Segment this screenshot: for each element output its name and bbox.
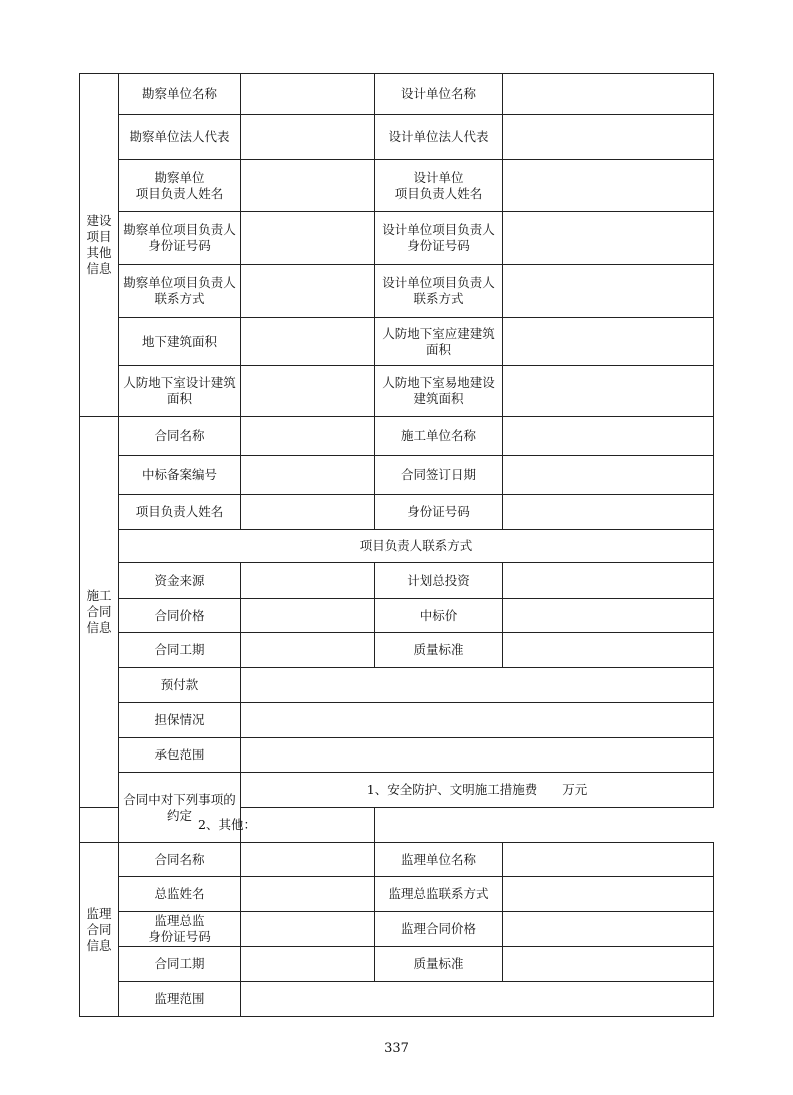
table-row [80,265,714,318]
label-advance-payment: 预付款 [119,668,241,703]
table-row [80,599,714,633]
page-number: 337 [384,1041,409,1056]
label-survey-manager-id: 勘察单位项目负责人 身份证号码 [119,212,241,265]
value-survey-unit-name[interactable] [241,74,375,115]
table-row [80,947,714,982]
label-supervision-contract-name: 合同名称 [119,843,241,877]
label-supervision-period: 合同工期 [119,947,241,982]
value-guarantee[interactable] [241,703,714,738]
value-survey-manager-contact[interactable] [241,265,375,318]
label-builder-name: 施工单位名称 [375,417,503,456]
value-builder-name[interactable] [503,417,714,456]
value-design-manager-name[interactable] [503,160,714,212]
label-contract-period: 合同工期 [119,633,241,668]
value-civil-defense-offsite-area[interactable] [503,366,714,417]
value-survey-manager-name[interactable] [241,160,375,212]
value-survey-manager-id[interactable] [241,212,375,265]
label-guarantee: 担保情况 [119,703,241,738]
label-id-number: 身份证号码 [375,495,503,530]
value-scope[interactable] [241,738,714,773]
label-underground-area: 地下建筑面积 [119,318,241,366]
value-survey-legal-rep[interactable] [241,115,375,160]
value-supervisor-name[interactable] [503,843,714,877]
value-design-manager-contact[interactable] [503,265,714,318]
table-row [80,318,714,366]
table-row [80,366,714,417]
table-row [80,530,714,563]
label-supervisor-name: 监理单位名称 [375,843,503,877]
value-design-manager-id[interactable] [503,212,714,265]
table-row [80,456,714,495]
label-contract-name: 合同名称 [119,417,241,456]
label-planned-investment: 计划总投资 [375,563,503,599]
table-row [80,738,714,773]
table-row [80,633,714,668]
label-chief-contact: 监理总监联系方式 [375,877,503,912]
value-civil-defense-required-area[interactable] [503,318,714,366]
value-chief-contact[interactable] [503,877,714,912]
label-bid-price: 中标价 [375,599,503,633]
value-underground-area[interactable] [241,318,375,366]
label-quality-standard: 质量标准 [375,633,503,668]
label-manager-contact[interactable]: 项目负责人联系方式 [119,530,714,563]
value-design-legal-rep[interactable] [503,115,714,160]
label-supervision-quality: 质量标准 [375,947,503,982]
label-survey-manager-name: 勘察单位 项目负责人姓名 [119,160,241,212]
project-info-form [79,73,714,1017]
value-contract-period[interactable] [241,633,375,668]
table-row [80,843,714,877]
label-civil-defense-required-area: 人防地下室应建建筑 面积 [375,318,503,366]
value-quality-standard[interactable] [503,633,714,668]
section-label-supervision: 监理 合同 信息 [80,843,119,1017]
table-row [80,74,714,115]
value-advance-payment[interactable] [241,668,714,703]
table-row [80,773,714,808]
table-row [80,417,714,456]
value-supervision-scope[interactable] [241,982,714,1017]
label-design-manager-contact: 设计单位项目负责人 联系方式 [375,265,503,318]
table-row [80,495,714,530]
table-row [80,563,714,599]
value-sign-date[interactable] [503,456,714,495]
value-chief-name[interactable] [241,877,375,912]
value-design-unit-name[interactable] [503,74,714,115]
label-survey-manager-contact: 勘察单位项目负责人 联系方式 [119,265,241,318]
label-chief-id: 监理总监 身份证号码 [119,912,241,947]
section-label-contract: 施工 合同 信息 [80,417,119,808]
table-row [80,668,714,703]
value-bid-record-no[interactable] [241,456,375,495]
table-row [80,212,714,265]
table-row [80,115,714,160]
value-civil-defense-design-area[interactable] [241,366,375,417]
label-supervision-scope: 监理范围 [119,982,241,1017]
label-supervision-price: 监理合同价格 [375,912,503,947]
value-chief-id[interactable] [241,912,375,947]
label-contract-price: 合同价格 [119,599,241,633]
label-bid-record-no: 中标备案编号 [119,456,241,495]
label-manager-name: 项目负责人姓名 [119,495,241,530]
value-bid-price[interactable] [503,599,714,633]
value-supervision-quality[interactable] [503,947,714,982]
value-agreement-item1[interactable]: 1、安全防护、文明施工措施费 万元 [241,773,714,808]
label-civil-defense-design-area: 人防地下室设计建筑 面积 [119,366,241,417]
label-design-legal-rep: 设计单位法人代表 [375,115,503,160]
value-agreement-item2[interactable]: 2、其他： [80,808,375,843]
label-fund-source: 资金来源 [119,563,241,599]
label-sign-date: 合同签订日期 [375,456,503,495]
value-supervision-contract-name[interactable] [241,843,375,877]
label-survey-unit-name: 勘察单位名称 [119,74,241,115]
value-manager-name[interactable] [241,495,375,530]
label-design-manager-id: 设计单位项目负责人 身份证号码 [375,212,503,265]
table-row [80,160,714,212]
value-id-number[interactable] [503,495,714,530]
table-row [80,982,714,1017]
label-chief-name: 总监姓名 [119,877,241,912]
value-supervision-period[interactable] [241,947,375,982]
table-row [80,703,714,738]
label-survey-legal-rep: 勘察单位法人代表 [119,115,241,160]
label-design-unit-name: 设计单位名称 [375,74,503,115]
label-civil-defense-offsite-area: 人防地下室易地建设 建筑面积 [375,366,503,417]
value-supervision-price[interactable] [503,912,714,947]
value-planned-investment[interactable] [503,563,714,599]
label-scope: 承包范围 [119,738,241,773]
label-design-manager-name: 设计单位 项目负责人姓名 [375,160,503,212]
table-row [80,877,714,912]
value-contract-name[interactable] [241,417,375,456]
value-fund-source[interactable] [241,563,375,599]
value-contract-price[interactable] [241,599,375,633]
table-row [80,912,714,947]
label-agreement: 合同中对下列事项的 约定 [119,773,241,843]
section-label-construction: 建设 项目 其他 信息 [80,74,119,417]
